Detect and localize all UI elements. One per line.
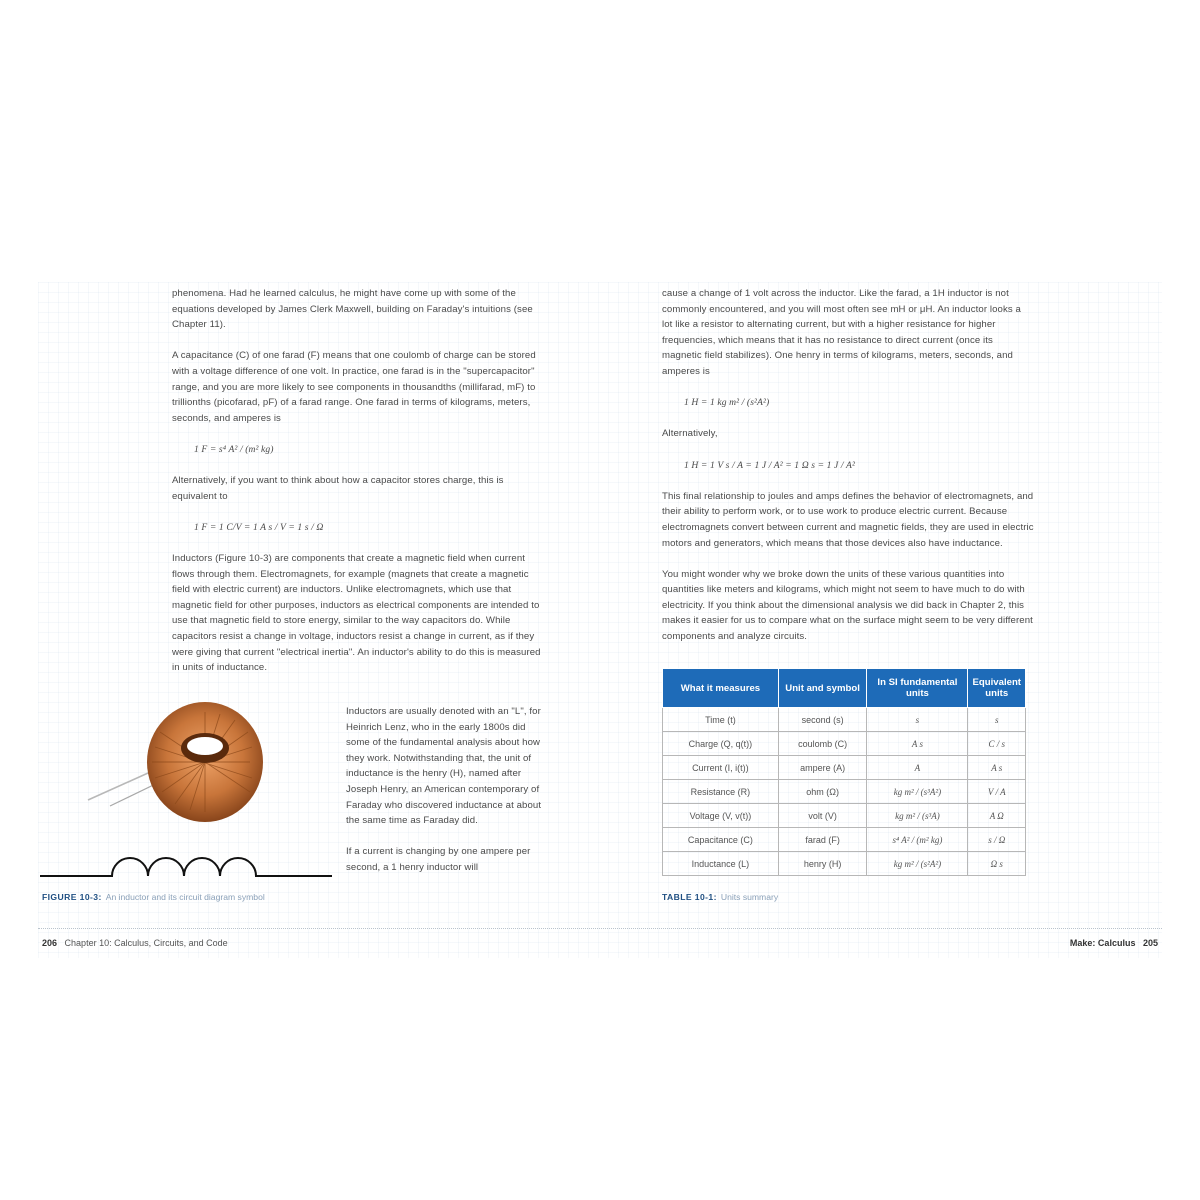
table-cell: Time (t)	[663, 708, 779, 732]
paragraph: Alternatively,	[662, 428, 718, 440]
table-caption-text: Units summary	[720, 892, 779, 902]
table-caption	[662, 892, 778, 902]
paragraph: A capacitance (C) of one farad (F) means that one coulomb of charge can be stored with a voltage difference of one volt. In practice, one farad is in the "supercapacitor" range, and you are more likely to see components in thousandths (millifarad, mF) to trillionths (picofarad, pF) of a farad range. One farad in terms of kilograms, meters, seconds, and amperes is	[172, 350, 536, 424]
table-cell: V / A	[968, 780, 1026, 804]
table-cell: s	[968, 708, 1026, 732]
figure-caption-text: An inductor and its circuit diagram symbol	[105, 892, 265, 902]
table-cell: s / Ω	[968, 828, 1026, 852]
table-cell: A s	[968, 756, 1026, 780]
table-label: TABLE 10-1:	[662, 892, 717, 902]
table-cell: A	[867, 756, 968, 780]
table-cell: C / s	[968, 732, 1026, 756]
table-cell: s	[867, 708, 968, 732]
table-cell: coulomb (C)	[778, 732, 867, 756]
right-page-body	[662, 286, 1034, 660]
toroid-inductor-photo	[80, 692, 280, 832]
paragraph: If a current is changing by one ampere per second, a 1 henry inductor will	[346, 846, 531, 873]
table-header: Unit and symbol	[778, 669, 867, 708]
table-cell: Resistance (R)	[663, 780, 779, 804]
table-row	[663, 708, 1026, 732]
footer-divider	[38, 928, 1162, 929]
paragraph: Inductors (Figure 10-3) are components that create a magnetic field when current flows through them. Electromagnets, for example (magnets that create a magnetic field with electric current) are inductors. Unlike electromagnets, which use that magnetic field for other purposes, inductors as electrical components are intended to use that magnetic field to store energy, similar to the way capacitors do. While capacitors resist a change in voltage, inductors resist a change in current, as if they were giving that current "electrical inertia". An inductor's ability to do this is measured in units of inductance.	[172, 553, 541, 674]
left-page-body	[172, 286, 544, 691]
table-cell: ampere (A)	[778, 756, 867, 780]
equation: 1 H = 1 V s / A = 1 J / A² = 1 Ω s = 1 J / A²	[684, 459, 855, 471]
page-number: 205	[1142, 938, 1158, 948]
left-footer	[42, 938, 228, 948]
table-cell: henry (H)	[778, 852, 867, 876]
table-cell: Ω s	[968, 852, 1026, 876]
paragraph: cause a change of 1 volt across the inductor. Like the farad, a 1H inductor is not commonly encountered, and you will most often see mH or μH. An inductor looks a lot like a resistor to alternating current, but with a higher resistance for higher frequencies, which means that it has no resistance to direct current (once its magnetic field stabilizes). One henry in terms of kilograms, meters, seconds, and amperes is	[662, 288, 1021, 377]
table-cell: kg m² / (s²A²)	[867, 852, 968, 876]
table-cell: Charge (Q, q(t))	[663, 732, 779, 756]
table-cell: Inductance (L)	[663, 852, 779, 876]
table-row	[663, 756, 1026, 780]
paragraph: You might wonder why we broke down the units of these various quantities into quantities like meters and kilograms, which might not seem to have much to do with electricity. If you think about the dimensional analysis we did back in Chapter 2, this makes it easier for us to compare what on the surface might seem to be very different components and analyze circuits.	[662, 568, 1033, 643]
table-cell: Capacitance (C)	[663, 828, 779, 852]
table-header-row	[663, 669, 1026, 708]
table-cell: ohm (Ω)	[778, 780, 867, 804]
running-head: Chapter 10: Calculus, Circuits, and Code	[64, 938, 228, 948]
table-cell: second (s)	[778, 708, 867, 732]
paragraph: Alternatively, if you want to think about how a capacitor stores charge, this is equivalent to	[172, 475, 504, 502]
paragraph: phenomena. Had he learned calculus, he might have come up with some of the equations developed by James Clerk Maxwell, building on Faraday's intuitions (see Chapter 11).	[172, 288, 533, 331]
equation: 1 F = 1 C/V = 1 A s / V = 1 s / Ω	[194, 521, 324, 533]
table-header: What it measures	[663, 669, 779, 708]
equation: 1 F = s⁴ A² / (m² kg)	[194, 443, 274, 455]
figure-caption	[42, 892, 265, 902]
table-row	[663, 828, 1026, 852]
inductor-sidebar-text	[346, 704, 542, 891]
table-cell: farad (F)	[778, 828, 867, 852]
table-row	[663, 732, 1026, 756]
table-cell: kg m² / (s³A)	[867, 804, 968, 828]
equation: 1 H = 1 kg m² / (s²A²)	[684, 397, 770, 409]
running-head: Make: Calculus	[1069, 938, 1136, 948]
units-summary-table	[662, 668, 1026, 876]
table-cell: Current (I, i(t))	[663, 756, 779, 780]
table-row	[663, 780, 1026, 804]
page-number: 206	[42, 938, 58, 948]
table-row	[663, 804, 1026, 828]
table-row	[663, 852, 1026, 876]
table-header: Equivalent units	[968, 669, 1026, 708]
right-footer	[1070, 938, 1158, 948]
table-cell: Voltage (V, v(t))	[663, 804, 779, 828]
table-cell: kg m² / (s³A²)	[867, 780, 968, 804]
table-cell: volt (V)	[778, 804, 867, 828]
table-cell: s⁴ A² / (m² kg)	[867, 828, 968, 852]
table-header: In SI fundamental units	[867, 669, 968, 708]
paragraph: This final relationship to joules and amps defines the behavior of electromagnets, and their ability to perform work, or to use work to produce electric current. Because electromagnets convert between current and magnetic fields, they are used in electric motors and generators, which means that those devices also have inductance.	[662, 490, 1034, 549]
figure-label: FIGURE 10-3:	[42, 892, 102, 902]
inductor-symbol-icon	[40, 848, 332, 882]
table-cell: A s	[867, 732, 968, 756]
table-cell: A Ω	[968, 804, 1026, 828]
paragraph: Inductors are usually denoted with an "L", for Heinrich Lenz, who in the early 1800s did some of the fundamental analysis about how they work. Notwithstanding that, the unit of inductance is the henry (H), named after Joseph Henry, an American contemporary of Faraday who discovered inductance at about the same time as Faraday did.	[346, 706, 542, 827]
